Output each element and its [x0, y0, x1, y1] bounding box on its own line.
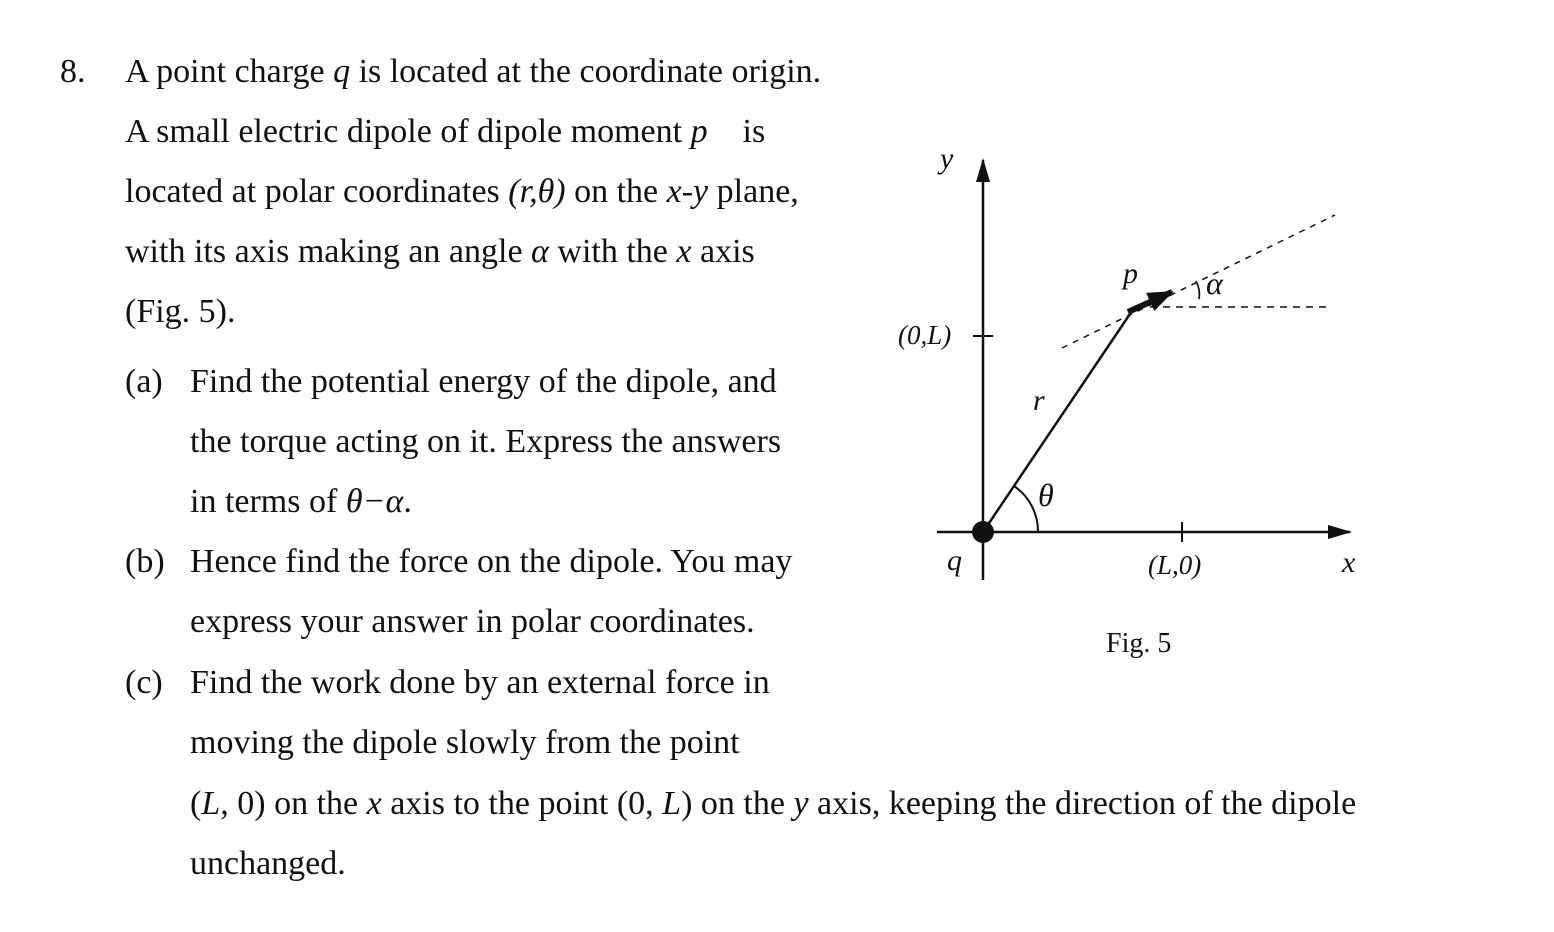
- alpha-arc: [1196, 281, 1199, 299]
- charge-symbol: q: [333, 53, 351, 90]
- y-axis-label: y: [940, 142, 954, 175]
- part-a-line-2: the torque acting on it. Express the answers: [190, 423, 782, 460]
- y-tick-label: (0,L): [898, 320, 952, 350]
- radius-line: [983, 308, 1134, 532]
- part-b-line-1: Hence find the force on the dipole. You may: [190, 543, 793, 580]
- theta-label: θ: [1038, 477, 1054, 513]
- part-b-label: (b): [125, 543, 165, 580]
- polar-coordinates: (r,θ): [508, 173, 566, 210]
- part-c-line-3: (L, 0) on the x axis to the point (0, L) on the y axis, keeping the direction of the dipole: [190, 785, 1357, 822]
- part-c-line-2: moving the dipole slowly from the point: [190, 724, 740, 761]
- theta-minus-alpha: θ−α: [345, 483, 404, 520]
- part-c-line-1: Find the work done by an external force in: [190, 664, 770, 701]
- part-a-line-3: in terms of θ−α.: [190, 483, 412, 520]
- intro-line-2: A small electric dipole of dipole moment p⃗ is: [125, 113, 766, 150]
- part-b-line-2: express your answer in polar coordinates.: [190, 603, 755, 640]
- intro-line-1: A point charge q is located at the coordinate origin.: [125, 53, 822, 90]
- dipole-symbol: p⃗: [690, 113, 735, 150]
- part-c-line-4: unchanged.: [190, 845, 346, 882]
- intro-line-3: located at polar coordinates (r,θ) on the x-y plane,: [125, 173, 799, 210]
- alpha-symbol: α: [531, 233, 549, 270]
- theta-arc: [1014, 486, 1038, 532]
- question-number: 8.: [60, 53, 86, 90]
- x-tick-label: (L,0): [1148, 550, 1202, 580]
- part-a-line-1: Find the potential energy of the dipole, and: [190, 363, 777, 400]
- charge-label: q: [947, 544, 962, 577]
- intro-line-5: (Fig. 5).: [125, 293, 236, 330]
- figure-caption: Fig. 5: [1106, 628, 1172, 659]
- dipole-axis-dashed-line: [1062, 215, 1335, 348]
- part-a-label: (a): [125, 363, 163, 400]
- intro-line-4: with its axis making an angle α with the x axis: [125, 233, 755, 270]
- origin-charge: [972, 521, 994, 543]
- x-axis-label: x: [1342, 546, 1356, 579]
- dipole-label: p⃗: [1123, 257, 1162, 290]
- figure-5: [880, 130, 1360, 680]
- radius-label: r: [1033, 384, 1045, 417]
- part-c-label: (c): [125, 664, 163, 701]
- dipole-arrow: [1128, 292, 1172, 312]
- alpha-label: α: [1206, 265, 1223, 301]
